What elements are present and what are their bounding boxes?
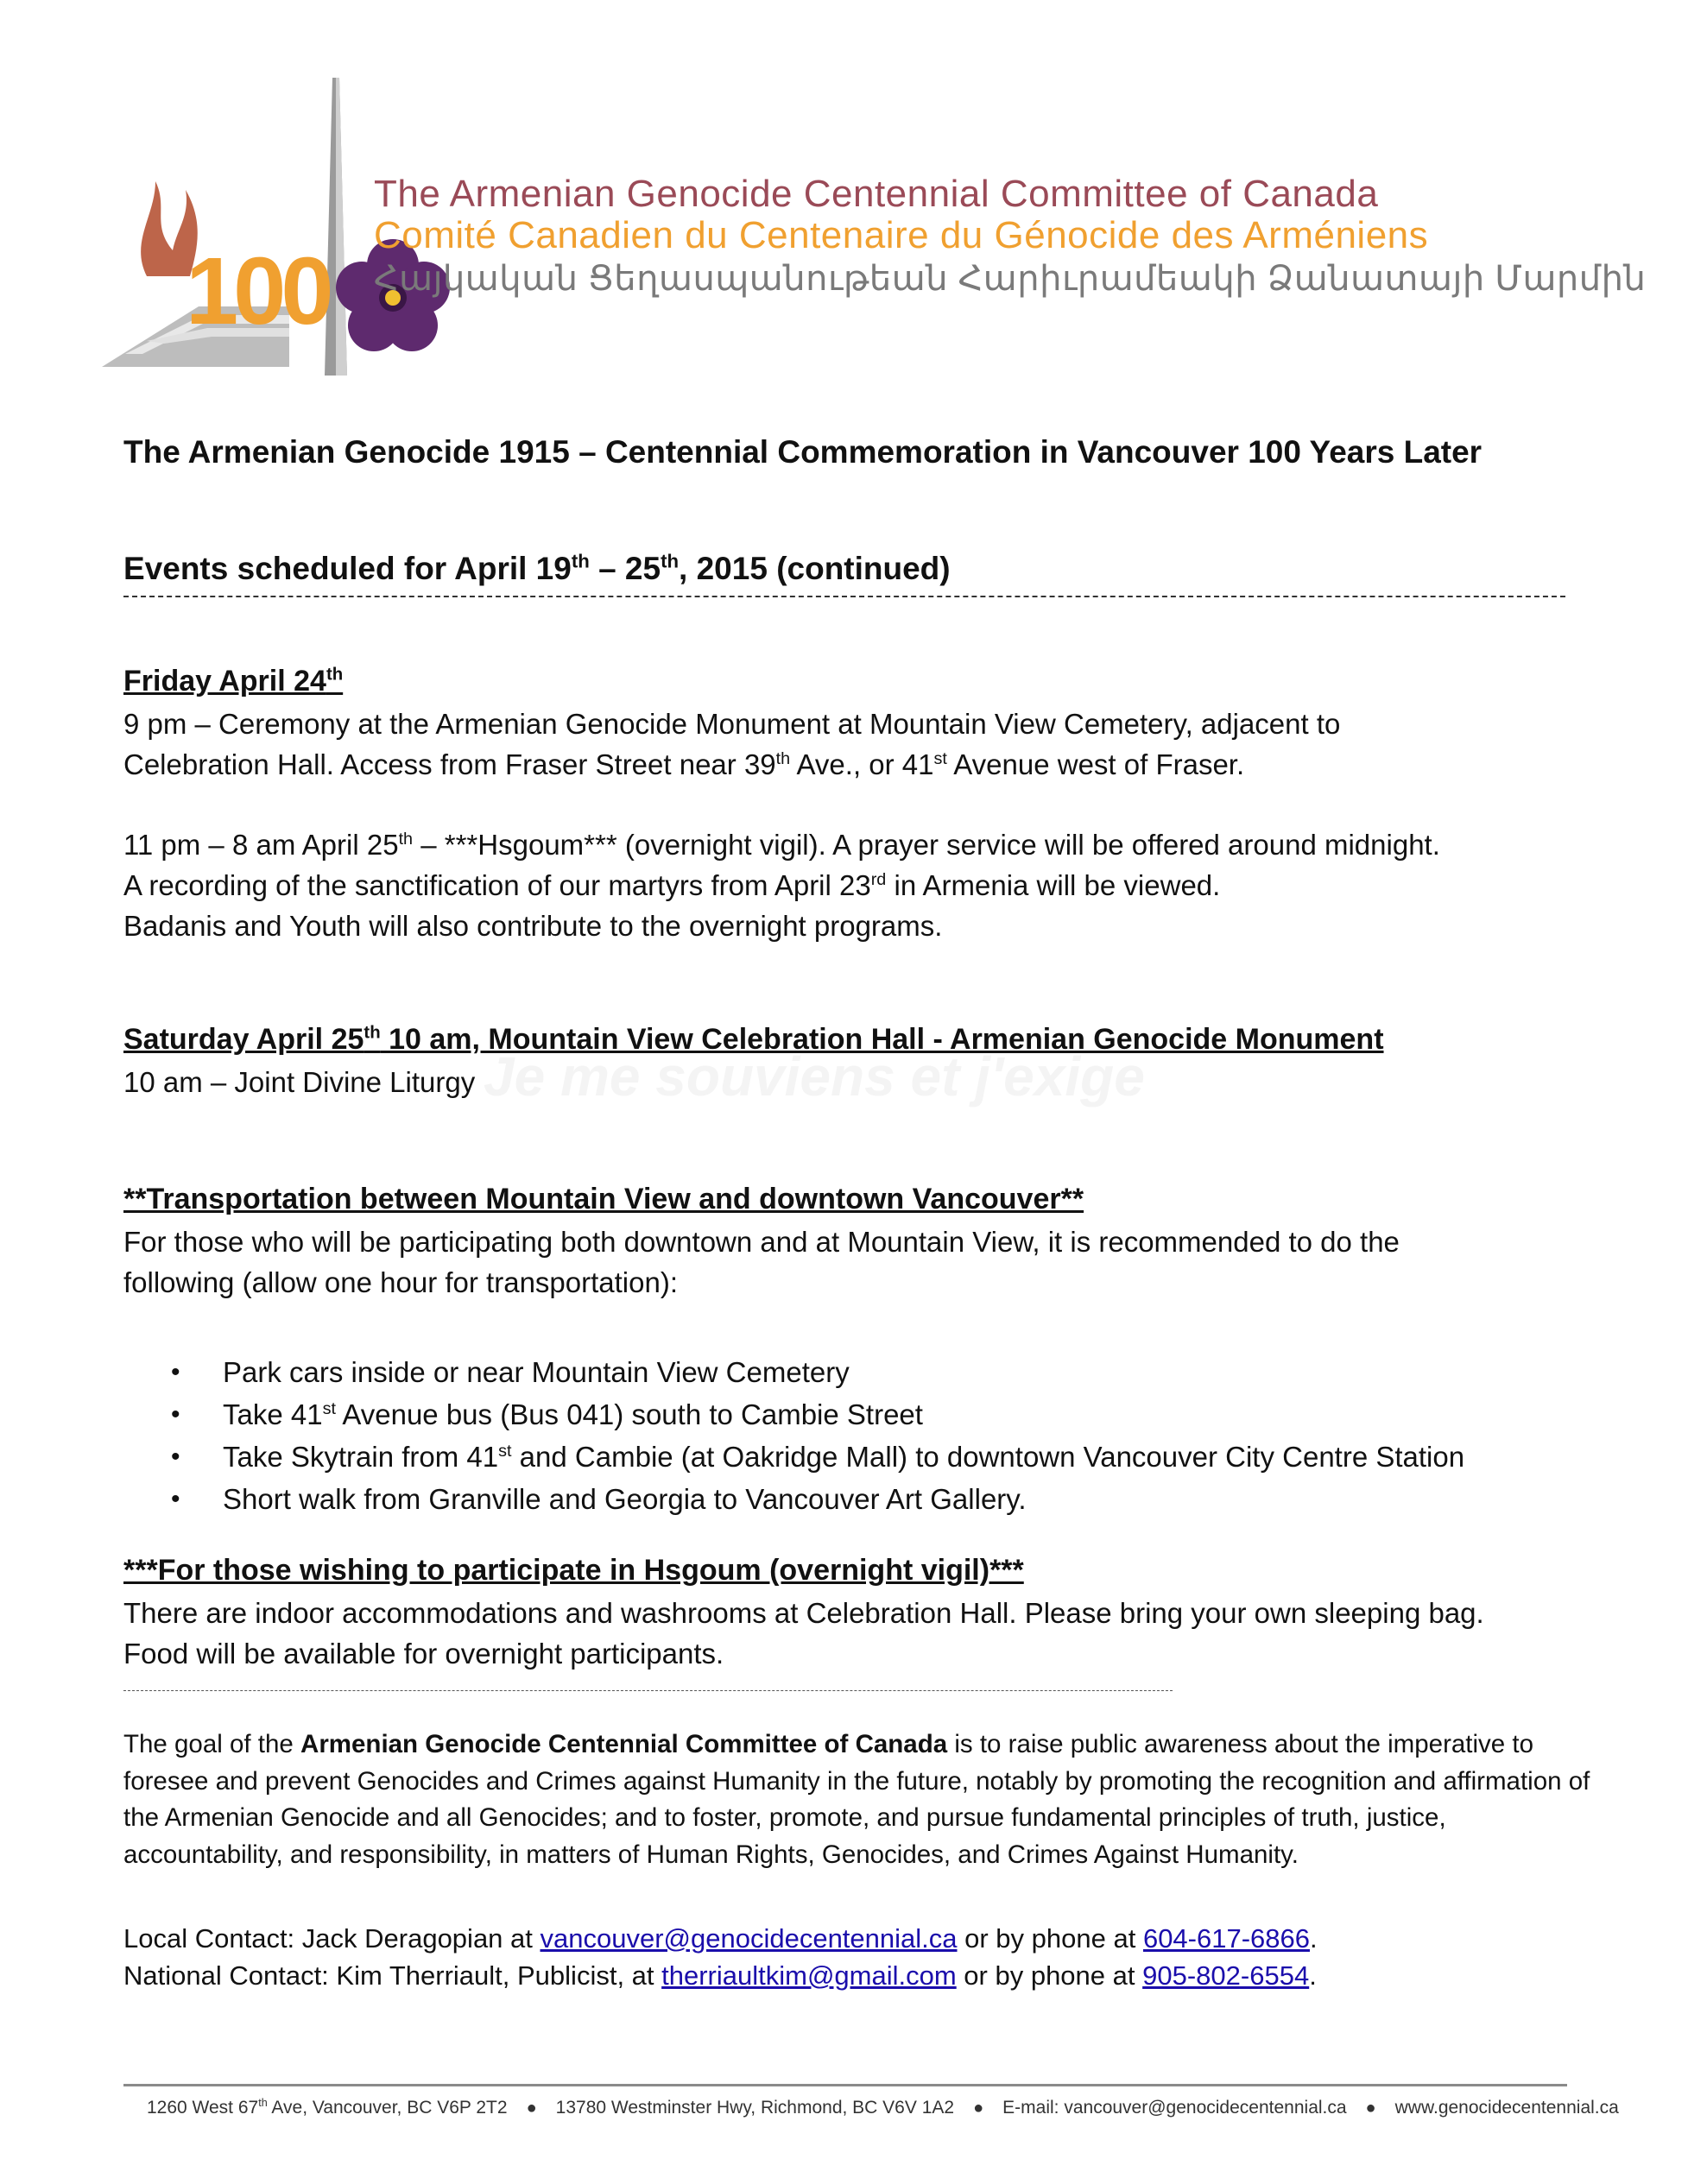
- saturday-liturgy-text: 10 am – Joint Divine Liturgy: [123, 1066, 476, 1098]
- org-name-armenian: Հայկական Ցեղասպանութեան Հարիւրամեակի Ձանատայի Մարմին: [374, 260, 1647, 298]
- bullet-separator-icon: ●: [1365, 2099, 1376, 2118]
- friday-ceremony-text: 9 pm – Ceremony at the Armenian Genocide Monument at Mountain View Cemetery, adjacent to Celebration Hall. Access from Fraser Street near 39th Ave., or 41st Avenue west of Fraser.: [123, 708, 1341, 780]
- list-item: • Take Skytrain from 41st and Cambie (at Oakridge Mall) to downtown Vancouver City Centre Station: [123, 1436, 1464, 1478]
- saturday-heading: Saturday April 25th 10 am, Mountain View Celebration Hall - Armenian Genocide Monument: [123, 1023, 1384, 1056]
- org-name-english: The Armenian Genocide Centennial Committee of Canada: [374, 173, 1379, 215]
- local-phone-link[interactable]: 604-617-6866: [1142, 1923, 1311, 1954]
- local-email-link[interactable]: vancouver@genocidecentennial.ca: [540, 1923, 958, 1954]
- page-title: The Armenian Genocide 1915 – Centennial Commemoration in Vancouver 100 Years Later: [123, 434, 1483, 470]
- divider-dashed: [123, 596, 1565, 597]
- transport-heading: **Transportation between Mountain View and downtown Vancouver**: [123, 1183, 1084, 1215]
- bullet-separator-icon: ●: [973, 2099, 984, 2118]
- logo-number: 100: [186, 238, 329, 344]
- hsgoum-text: There are indoor accommodations and washrooms at Celebration Hall. Please bring your own sleeping bag. Food will be available for overnight participants.: [123, 1597, 1484, 1670]
- footer: [147, 2098, 1619, 2118]
- national-email-link[interactable]: therriaultkim@gmail.com: [661, 1960, 957, 1991]
- transport-intro-text: For those who will be participating both downtown and at Mountain View, it is recommended to do the following (allow one hour for transportation):: [123, 1226, 1400, 1298]
- local-contact: Local Contact: Jack Deragopian at vancouver@genocidecentennial.ca or by phone at 604-617-6866.: [123, 1923, 1318, 1954]
- events-heading: Events scheduled for April 19th – 25th, 2015 (continued): [123, 550, 951, 586]
- hsgoum-heading: ***For those wishing to participate in Hsgoum (overnight vigil)***: [123, 1554, 1024, 1587]
- bullet-separator-icon: ●: [526, 2099, 537, 2118]
- footer-rule: [123, 2084, 1567, 2086]
- footer-website: www.genocidecentennial.ca: [1394, 2098, 1619, 2118]
- national-contact: National Contact: Kim Therriault, Publicist, at therriaultkim@gmail.com or by phone at 905-802-6554.: [123, 1960, 1317, 1991]
- friday-vigil-text: 11 pm – 8 am April 25th – ***Hsgoum*** (overnight vigil). A prayer service will be offered around midnight. A recording of the sanctification of our martyrs from April 23rd in Armenia will be viewed. Badanis and Youth will also contribute to the overnight programs.: [123, 829, 1440, 942]
- divider-dashed: [123, 1690, 1173, 1691]
- org-name-french: Comité Canadien du Centenaire du Génocide des Arméniens: [374, 214, 1429, 256]
- friday-heading: Friday April 24th: [123, 665, 344, 697]
- footer-address-richmond: 13780 Westminster Hwy, Richmond, BC V6V 1A2: [555, 2098, 955, 2118]
- list-item: • Short walk from Granville and Georgia to Vancouver Art Gallery.: [123, 1478, 1464, 1520]
- list-item: • Take 41st Avenue bus (Bus 041) south to Cambie Street: [123, 1393, 1464, 1436]
- footer-address-vancouver: 1260 West 67th Ave, Vancouver, BC V6P 2T2: [147, 2097, 508, 2118]
- transport-steps-list: [123, 1351, 1464, 1520]
- list-item: • Park cars inside or near Mountain View Cemetery: [123, 1351, 1464, 1393]
- footer-email: E-mail: vancouver@genocidecentennial.ca: [1002, 2098, 1347, 2118]
- goal-statement: The goal of the Armenian Genocide Centennial Committee of Canada is to raise public awareness about the imperative to foresee and prevent Genocides and Crimes against Humanity in the future, notably by promoting the recognition and affirmation of the Armenian Genocide and all Genocides; and to foster, promote, and pursue fundamental principles of truth, justice, accountability, and responsibility, in matters of Human Rights, Genocides, and Crimes Against Humanity.: [123, 1730, 1590, 1869]
- national-phone-link[interactable]: 905-802-6554: [1142, 1960, 1310, 1991]
- watermark-text: Je me souviens et j'exige: [484, 1045, 1145, 1108]
